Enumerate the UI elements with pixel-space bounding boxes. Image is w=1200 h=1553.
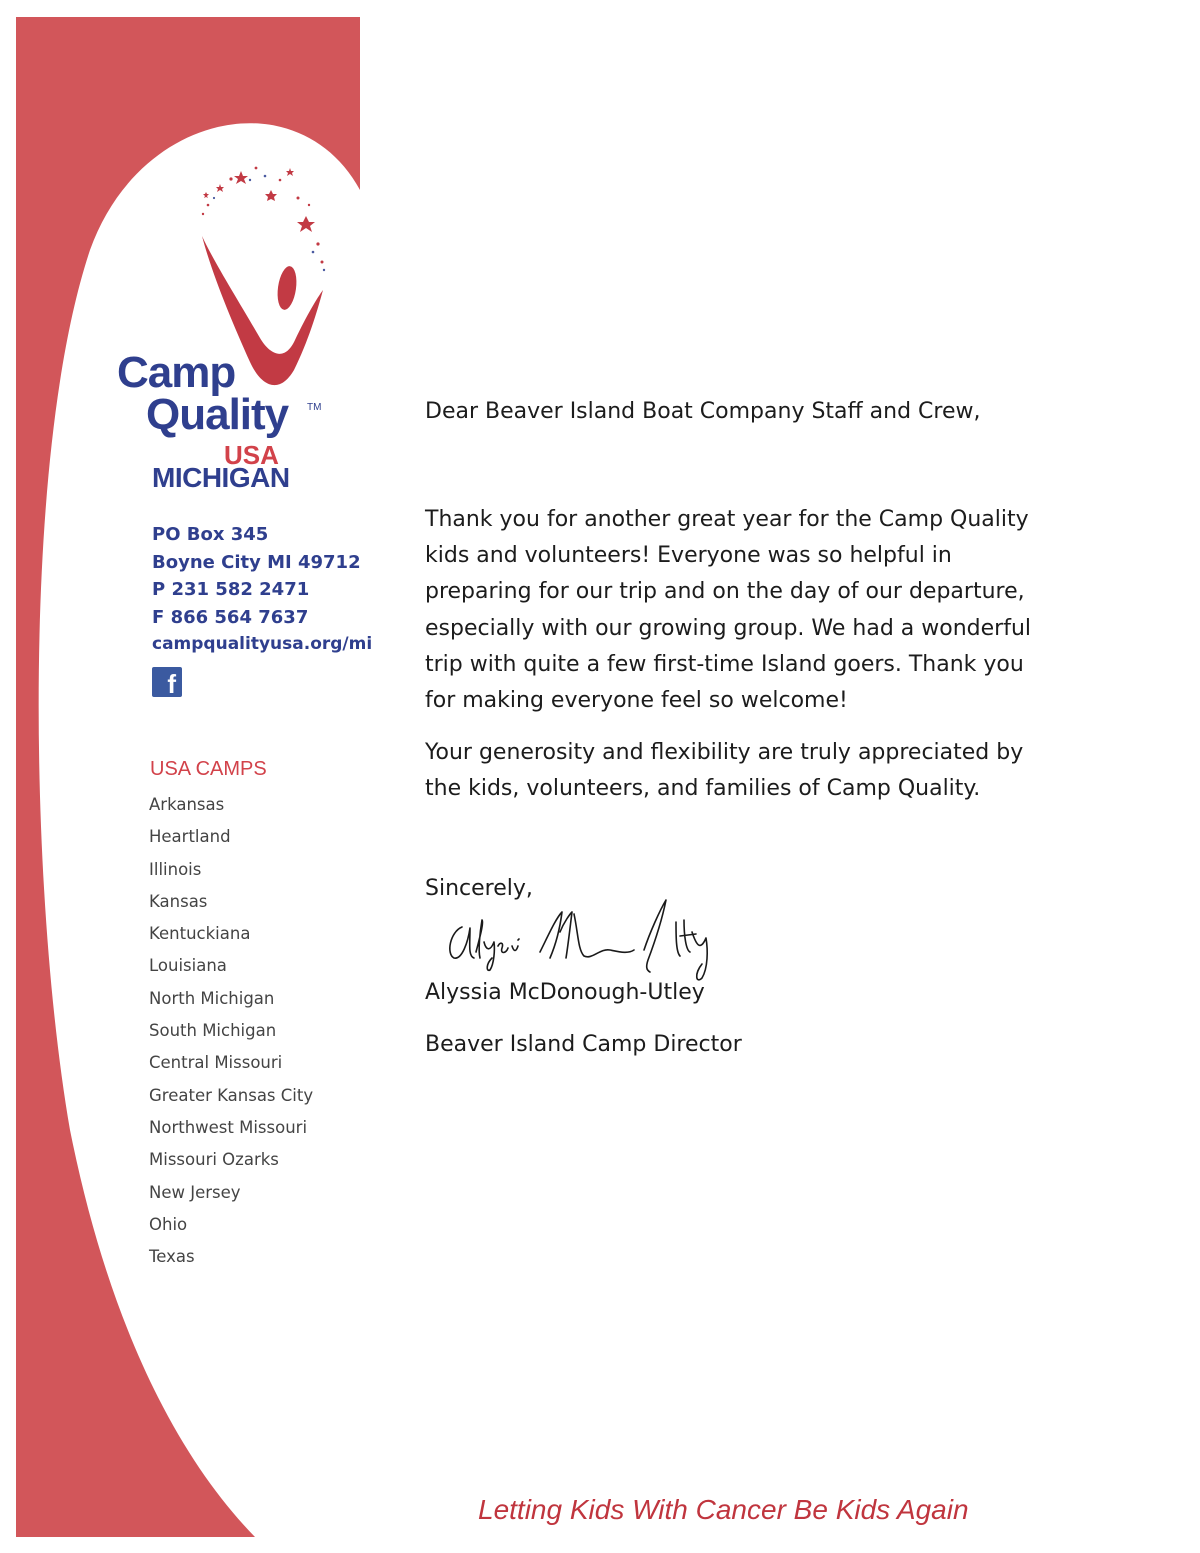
address-line-2: Boyne City MI 49712	[152, 551, 361, 573]
logo-head	[275, 265, 299, 311]
list-item: South Michigan	[149, 1021, 277, 1041]
paragraph-line: especially with our growing group. We had a wonderful	[425, 615, 1031, 641]
address-line-1: PO Box 345	[152, 524, 269, 545]
footer-tagline: Letting Kids With Cancer Be Kids Again	[478, 1494, 969, 1525]
list-item: Missouri Ozarks	[149, 1150, 279, 1170]
logo-michigan-text: MICHIGAN	[152, 462, 290, 493]
list-item: Kansas	[149, 891, 208, 911]
logo-usa-text: USA	[224, 440, 279, 470]
facebook-glyph: f	[167, 669, 176, 699]
letter-paragraph-2	[425, 735, 1065, 807]
logo-trademark: TM	[307, 402, 322, 413]
website-link[interactable]: campqualityusa.org/mi	[152, 634, 373, 654]
signer-title: Beaver Island Camp Director	[425, 1032, 742, 1057]
paragraph-line: trip with quite a few first-time Island goers. Thank you	[425, 651, 1024, 677]
paragraph-line: Your generosity and flexibility are truly appreciated by	[425, 740, 1024, 765]
list-item: Ohio	[149, 1214, 188, 1234]
list-item: North Michigan	[149, 988, 275, 1008]
paragraph-line: the kids, volunteers, and families of Camp Quality.	[425, 776, 981, 802]
letter-salutation: Dear Beaver Island Boat Company Staff and Crew,	[425, 399, 981, 424]
logo-camp-text: Camp	[117, 348, 236, 397]
logo-stars-icon	[202, 167, 324, 264]
letter-closing: Sincerely,	[425, 876, 533, 901]
list-item: Texas	[149, 1247, 195, 1267]
list-item: New Jersey	[149, 1182, 241, 1202]
list-item: Kentuckiana	[149, 924, 251, 944]
list-item: Northwest Missouri	[149, 1117, 308, 1137]
phone-number: P 231 582 2471	[152, 579, 310, 600]
paragraph-line: Thank you for another great year for the Camp Quality	[425, 507, 1029, 532]
list-item: Arkansas	[149, 795, 225, 814]
list-item: Central Missouri	[149, 1053, 283, 1073]
paragraph-line: for making everyone feel so welcome!	[425, 688, 848, 714]
signature-icon	[440, 892, 740, 992]
fax-number: F 866 564 7637	[152, 606, 309, 628]
camps-heading: USA CAMPS	[150, 758, 267, 780]
list-item: Heartland	[149, 827, 231, 847]
facebook-icon[interactable]	[152, 667, 182, 697]
paragraph-line: preparing for our trip and on the day of our departure,	[425, 579, 1025, 605]
list-item: Louisiana	[149, 956, 227, 976]
letter-paragraph-1	[425, 502, 1065, 719]
paragraph-line: kids and volunteers! Everyone was so helpful in	[425, 543, 952, 569]
signer-name: Alyssia McDonough-Utley	[425, 980, 705, 1005]
contact-block	[152, 521, 372, 659]
logo-quality-text: Quality	[146, 390, 289, 439]
list-item: Illinois	[149, 859, 202, 879]
list-item: Greater Kansas City	[149, 1085, 314, 1105]
camps-list	[149, 789, 313, 1273]
